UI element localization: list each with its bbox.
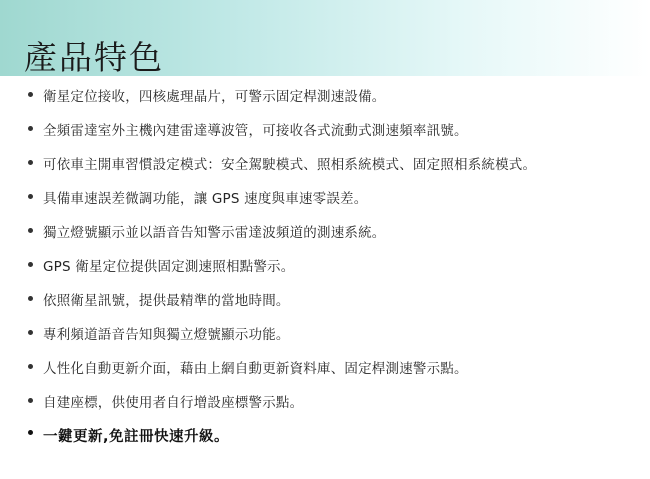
- feature-list: [0, 80, 650, 454]
- feature-item: [0, 148, 650, 182]
- feature-text: 獨立燈號顯示並以語音告知警示雷達波頻道的測速系統。: [43, 225, 386, 241]
- feature-text: 全頻雷達室外主機內建雷達導波管，可接收各式流動式測速頻率訊號。: [43, 123, 468, 139]
- feature-text: 專利頻道語音告知與獨立燈號顯示功能。: [43, 327, 290, 343]
- feature-item: [0, 352, 650, 386]
- bullet-icon: [28, 398, 33, 403]
- bullet-icon: [28, 262, 33, 267]
- bullet-icon: [28, 194, 33, 199]
- bullet-icon: [28, 364, 33, 369]
- header-banner: [0, 0, 650, 76]
- feature-item: [0, 216, 650, 250]
- bullet-icon: [28, 92, 33, 97]
- feature-item: [0, 284, 650, 318]
- feature-text: 一鍵更新,免註冊快速升級。: [43, 429, 230, 445]
- feature-text: 依照衛星訊號，提供最精準的當地時間。: [43, 293, 290, 309]
- bullet-icon: [28, 126, 33, 131]
- bullet-icon: [28, 430, 33, 435]
- bullet-icon: [28, 330, 33, 335]
- feature-text: 衛星定位接收，四核處理晶片，可警示固定桿測速設備。: [43, 89, 386, 105]
- feature-item: [0, 182, 650, 216]
- feature-text: 具備車速誤差微調功能，讓 GPS 速度與車速零誤差。: [43, 191, 368, 207]
- feature-text: 可依車主開車習慣設定模式：安全駕駛模式、照相系統模式、固定照相系統模式。: [43, 157, 537, 173]
- feature-item: [0, 80, 650, 114]
- feature-item: [0, 386, 650, 420]
- page-title: 產品特色: [24, 38, 164, 78]
- feature-item-highlight: [0, 420, 650, 454]
- bullet-icon: [28, 160, 33, 165]
- feature-text: GPS 衛星定位提供固定測速照相點警示。: [43, 259, 295, 275]
- feature-item: [0, 318, 650, 352]
- feature-text: 人性化自動更新介面，藉由上網自動更新資料庫、固定桿測速警示點。: [43, 361, 468, 377]
- feature-item: [0, 114, 650, 148]
- feature-text: 自建座標，供使用者自行增設座標警示點。: [43, 395, 304, 411]
- bullet-icon: [28, 296, 33, 301]
- bullet-icon: [28, 228, 33, 233]
- feature-item: [0, 250, 650, 284]
